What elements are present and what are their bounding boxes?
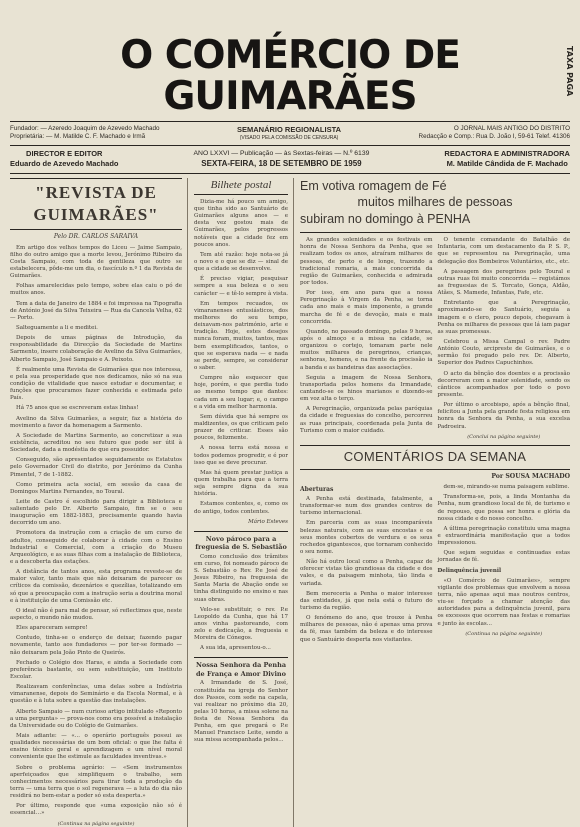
issue-date: SEXTA-FEIRA, 18 DE SETEMBRO DE 1959 [201, 159, 362, 169]
penha-col-a [300, 237, 433, 440]
paragraph: Que sejam seguidas e continuadas estas jornadas de fé. [437, 550, 570, 564]
penha-continued: (Conclui na página seguinte) [467, 433, 541, 440]
director-label: DIRECTOR E EDITOR [26, 149, 103, 159]
left-column [10, 178, 188, 827]
bilhete-postal-head: Bilhete postal [194, 178, 288, 195]
paragraph: O ideal não é para mal de pensar, só reflectimos que, neste aspecto, o mundo não mudou. [10, 607, 182, 622]
paragraph: Em tempos recuados, os vimaranenses entusiásticos, dos melhores do seu tempo, deixavam-nos património, arte e tradição. Hoje, estes desejos nunca foram, muitos, tantos, mas bem exemplificados, tantos, o que se esperava nada — e nada se perde, sempre, se considerar o saber. [194, 300, 288, 371]
paragraph: A Irmandade de S. José, constituída na igreja do Senhor dos Passos, com sede na capela, vai realizar no próximo dia 20, pelas 10 horas, a missa solene na festa de Nossa Senhora da Penha, em que pregará o P.e Manuel Francisco Leite, sendo a sua missa acompanhada pelos... [194, 680, 288, 744]
paragraph: Velo-se substituir, o rev. P.e Leopoldo da Cunha, que há 17 anos vinha pastoreando, com zelo e dedicação, a freguesia e Moreira de Cónegos. [194, 606, 288, 642]
paragraph: Promotora da instrução com a criação de um curso de adultos, conseguido de colaborar à cidade com o Ensino Industrial e Comercial, com a criação do Museu Arqueológico, e as suas filhas com a instalação de Biblioteca, e a descoberta das estações. [10, 530, 182, 566]
paragraph: A Peregrinação, organizada pelas paróquias da cidade e freguesias do concelho, percorreu as ruas principais, coordenada pela Junta de Turismo com o maior cuidado. [300, 406, 433, 434]
paragraph: Como conclusão dos trâmites em curso, foi nomeado pároco de S. Sebastião o Rev. P.e José de Jesus Ribeiro, na freguesia de Santa Maria de Abação onde se tinha distinguido no ensino e nas suas obras. [194, 553, 288, 603]
paragraph: Contudo, tinha-se o enderço de deixar, fazendo pagar novamente, tanto aos fundadores — por ter-se formado — não deixaram pela João Pinto de Queirós. [10, 635, 182, 656]
comments-byline: Por SOUSA MACHADO [491, 473, 570, 481]
paragraph: Seguia a imagem de Nossa Senhora, transportada pelos homens da Irmandade, cantando-se os hinos marianos e dizendo-se em voz alta o terço. [300, 374, 433, 403]
oldest-paper-line: O JORNAL MAIS ANTIGO DO DISTRITO [453, 124, 570, 132]
penha-headline-line-3: subiram no domingo à PENHA [300, 212, 471, 227]
penha-col-b-wrap [438, 237, 571, 440]
paragraph: Avelino da Silva Guimarães, a seguir, faz a história do movimento a favor da homenagem a Sarmento. [10, 415, 182, 429]
paragraph: A Sociedade de Martins Sarmento, ao concretizar a sua existência, acreditou no seu futuro que pode ser útil à Sociedade, dada a modéstia de que era possuidor. [10, 432, 182, 454]
comments-col-a-wrap [300, 484, 433, 646]
paragraph: A distância de tantos anos, esta programa reveste-se de maior valor, tanto mais que não deixaram de parecer os críticos da comissão, dezenários e quezílias, totalizando em só que a preocupação com a instrução seria a doutrina moral e à instituição de uma Comissão etc. [10, 569, 182, 604]
paragraph: Tem até razão: hoje nota-se já o novo e o que se diz — sinal de que a cidade se desenvolve. [194, 251, 288, 273]
columns [10, 178, 570, 827]
comments-col-a [300, 496, 433, 644]
comments-continued: (Continua na página seguinte) [465, 630, 543, 637]
parish-body [194, 554, 288, 653]
paragraph: Depois de umas páginas de Introdução, da responsabilidade da Direcção da Sociedade de Martins Sarmento, insere colaboração de Avelino da Silva Guimarães, Alberto Sampaio, José Sampaio e A. Peixoto. [10, 335, 182, 363]
irmandade-body [194, 680, 288, 744]
paragraph: Fechado o Colégio dos Haras, e ainda a Sociedade com preferência bastante, ou sem substituição, um Instituto Escolar. [10, 659, 182, 681]
meta-center [237, 125, 341, 142]
penha-headline-line-2: muitos milhares de pessoas [357, 195, 513, 210]
paragraph: A sua ida, apresentou-o... [200, 645, 271, 652]
revista-byline: Pelo DR. CARLOS SARAIVA [53, 232, 139, 240]
paragraph: Entretanto que a Peregrinação, aproximando-se do Santuário, seguia a imagem e o clero, pouco depois, chegavam à Penha os milhares de pessoas que lá iam pagar as suas promessas. [437, 300, 570, 335]
bilhete-signature: Mário Esteves [248, 518, 288, 525]
paragraph: Em artigo dos velhos tempos do Liceu — Jaime Sampaio, filho do outro amigo que a morte levou, Jerónimo Ribeiro da Costa Sampaio, com toda de gentileza que outro se estabelecera, pôde-me um dia, o fascículo n.º 1 da Revista de Guimarães. [10, 244, 182, 280]
admin-label: REDACTORA E ADMINISTRADORA [444, 149, 570, 159]
paragraph: «O Comércio de Guimarães», sempre vigilante dos problemas que envolvem a nossa terra, não apenas aqui mas noutros centros, viu-se forçado a chamar atenção das autoridades para a delinquência juvenil, para os excessos que ocorrem nas festas e romarias e junto às escolas... [437, 577, 570, 627]
penha-col-b [438, 237, 571, 431]
paragraph: A Penha está destinada, fatalmente, a transformar-se num dos grandes centros de turismo internacional. [300, 495, 433, 517]
paragraph: Salteguamente a li e meditei. [16, 324, 98, 331]
revista-continued: (Continua na página seguinte) [57, 820, 135, 827]
masthead-rule [10, 121, 570, 122]
paragraph: Transforma-se, pois, a linda Montanha da Penha, num grandioso local de fé, de turismo e de repouso, que possa ser honra e glória da nossa cidade e do nosso concelho. [437, 494, 570, 522]
issue-number: ANO LXXVI — Publicação — às Sextas-feiras — N.º 6139 [193, 149, 370, 157]
postage-tag: TAXA PAGA [565, 46, 574, 97]
comments-col-b-wrap [438, 484, 571, 646]
paragraph: dem-se, mirando-se numa paisagem sublime. [443, 484, 570, 491]
middle-column [194, 178, 294, 827]
parish-headline: Novo pároco para a freguesia de S. Sebastião [194, 531, 288, 552]
paragraph: É preciso vigiar, pesquisar sempre a sua beleza e o seu carácter — e tê-lo sempre à vista. [194, 276, 288, 297]
weekly-label: SEMANÁRIO REGIONALISTA [237, 124, 342, 134]
director-name: Eduardo de Azevedo Machado [10, 159, 119, 169]
penha-headline [300, 178, 570, 234]
paragraph: Quando, no passado domingo, pelas 9 horas, após o almoço e a missa na cidade, se organizou o cortejo, tomaram parte nele muitos milhares de peregrinos, crianças, senhoras, homens, e na frente da procissão ia a banda e as bandeiras das associações. [300, 328, 433, 371]
paragraph: Leite de Castro é escolhido para dirigir a Biblioteca e salientado pelo Dr. Alberto Sampaio, fim se o seu inauguração em 1882-1883, precisamente quando havia decorrido um ano. [10, 498, 182, 527]
comments-headline: COMENTÁRIOS DA SEMANA [300, 445, 570, 470]
censorship-note: (VISADO PELA COMISSÃO DE CENSURA) [239, 135, 339, 141]
paragraph: Sobre o problema agrário: — «Sem instrumentos aperfeiçoados que simplifiquem o trabalho, sem conhecimentos necessários para tirar toda a produção da terra — uma terra que o sol regenerava — a luta do dia não residirá no bem-estar a poder só esta desperta.» [10, 764, 182, 800]
paragraph: Estamos contentes, e, como os do antigo, todos contentes. [194, 501, 288, 515]
paragraph: Realizavam conferências, uma delas sobre a Indústria vimaranense, depois do Seminário e da Escola Normal, e à questão e à luta sobre a questão das instalações. [10, 684, 182, 705]
paragraph: O tenente comandante do Batalhão de Infantaria, com um destacamento da P. S. P., que se representou na Peregrinação, uma delegação dos Bombeiros Voluntários, etc., etc. [437, 237, 570, 265]
paragraph: Conseguido, são apresentados seguidamente os Estatutos pelo Governador Civil do distrito, por Jerónimo da Cunha Pimentel, 7 de 1-1882. [10, 457, 182, 478]
paragraph: Como primeira acta social, em sessão da casa de Domingos Martins Fernandes, no Toural. [10, 481, 182, 495]
paragraph: Delinquência juvenil [437, 567, 502, 574]
admin-block [444, 149, 570, 169]
paragraph: Tem a data de Janeiro de 1884 e foi impressa na Tipografia de António José da Silva Teixeira — Rua da Cancela Velha, 62 — Porto. [10, 300, 182, 321]
paragraph: Por último o arcebispo, após a bênção final, felicitou a Junta pela grande festa religiosa em honra da Senhora da Penha, a sua excelsa Padroeira. [437, 402, 570, 430]
issue-info [194, 149, 370, 170]
staff-rule [10, 173, 570, 174]
masthead-title: O COMÉRCIO DE GUIMARÃES [120, 33, 460, 119]
paragraph: A nossa terra está nossa e todos podemos progredir, e é por isso que se deve procurar. [194, 445, 288, 466]
penha-irmandade-headline: Nossa Senhora da Penha de França e Amor Divino [194, 657, 288, 678]
paragraph: A última peregrinação constituiu uma magna e extraordinária manifestação que a todos impressionou. [437, 525, 570, 547]
paragraph: Eles apareceram sempre! [16, 625, 88, 632]
comments-article [300, 484, 570, 646]
paragraph: O fenómeno do ano, que trouxe à Penha milhares de pessoas, não é apenas uma prova da fé, mas também da beleza e do interesse que o Santuário desperta nos visitantes. [300, 615, 433, 643]
staff-row [10, 149, 570, 170]
paragraph: Em parceria com as suas incomparáveis belezas naturais, com as suas encostas e os seus montes cobertos de verdura e os seus rochedos gigantescos, que tornaram conhecido o seu nome. [300, 520, 433, 555]
paragraph: As grandes solenidades e os festivais em honra de Nossa Senhora da Penha, que se realizam todos os anos, atraíram milhares de pessoas, de perto e de longe, trazendo a tradicional romaria, a mais concorrida da região de Guimarães, conhecida e admirada por todos. [300, 237, 433, 287]
paragraph: Há 75 anos que se escreveram estas linhas! [16, 405, 139, 412]
paragraph: Não há outro local como a Penha, capaz de oferecer vistas tão grandiosas da cidade e dos vales, e da paisagem minhota, tão linda e variada. [300, 559, 433, 587]
paragraph: Mas há quem prestar justiça a quem trabalha para que a terra seja sempre digna da sua história. [194, 469, 288, 498]
penha-article [300, 237, 570, 440]
director-block [10, 149, 119, 169]
paragraph: O acto da bênção dos doentes e a procissão decorreram com a maior solenidade, sendo os cânticos acompanhados por todo o povo presente. [437, 370, 570, 399]
paragraph: Celebrou a Missa Campal o rev. Padre António Couto, arcipreste de Guimarães, e o sermão foi pregado pelo rev. Dr. Alberto, Superior dos Padres Capuchinhos. [437, 339, 570, 367]
meta-row [10, 125, 570, 142]
comments-subhead: Aberturas [300, 486, 334, 494]
penha-headline-line-1: Em votiva romagem de Fé [300, 178, 447, 193]
meta-left [10, 125, 159, 142]
paragraph: Alberto Sampaio — num curioso artigo intitulado «Reponto a uma pergunta» — prova-nos como era possível a instalação da Universidade ou do Colégio de Guimarães. [10, 708, 182, 729]
right-column [300, 178, 570, 827]
paragraph: É realmente uma Revista de Guimarães que nos interessa, e pela sua prosperidade que nos dedicamos, não só na sua condição de vitalidade que nasce estudar e documentar, e funções que procuramos fazer conhecida e estimada pelo País. [10, 366, 182, 402]
paragraph: Dizia-me há pouco um amigo, que tinha sido ao Santuário de Guimarães alguns anos — e desta vez gostou mais de Guimarães, pelos progressos notáveis que a cidade fez em poucos anos. [194, 198, 288, 248]
comments-col-b [438, 484, 571, 628]
paragraph: Mais adiante: — «... o operário português possui as qualidades necessárias de um bom oficial: o que lhe falta é ensino técnico geral e aprendizagem e um nível moral conveniente que lhe estimule as faculdades inventivas.» [10, 733, 182, 761]
bilhete-body [194, 199, 288, 516]
paragraph: Bem mereceria a Penha o maior interesse das entidades, já que nela está o futuro do turismo da região. [300, 590, 433, 611]
address-line: Redacção e Comp.: Rua D. João I, 59-61 Telef. 41306 [418, 133, 570, 141]
revista-body [10, 245, 182, 818]
paragraph: Sem dúvida que há sempre os maldizentes, os que criticam pelo prazer de criticar. Esses são poucos, felizmente. [194, 413, 288, 442]
paragraph: Folhas amarelecidas pelo tempo, sobre elas caiu o pó de muitos anos. [10, 283, 182, 297]
meta-rule [10, 145, 570, 146]
paragraph: A passagem dos peregrinos pelo Toural e outras ruas foi muito concorrida — registámos as freguesias de S. Torcato, Gonça, Aldão, Atães, S. Mamede, Infantas, Fafe, etc. [437, 268, 570, 297]
paragraph: Cumpre não esquecer que hoje, porém, e que perdia tudo ao mesmo tempo que dantes: cada um a seu lugar; e, o campo e a vida em melhor harmonia. [194, 375, 288, 410]
admin-name: M. Matilde Cândida de F. Machado [446, 159, 568, 169]
owner-line: Proprietária: — M. Matilde C. F. Machado e Irmã [10, 133, 146, 141]
founder-line: Fundador: — Azeredo Joaquim de Azevedo Machado [10, 124, 160, 132]
paragraph: Por último, responde que «uma exposição não só é essencial…» [10, 803, 182, 817]
revista-headline: "REVISTA DE GUIMARÃES" [10, 178, 182, 230]
meta-right [419, 125, 570, 142]
paragraph: Por isso, em ano para que a nossa Peregrinação à Virgem da Penha, se torna cada ano mais e mais imponente, a grande marcha de fé e de devoção, mais e mais concorrida. [300, 290, 433, 325]
